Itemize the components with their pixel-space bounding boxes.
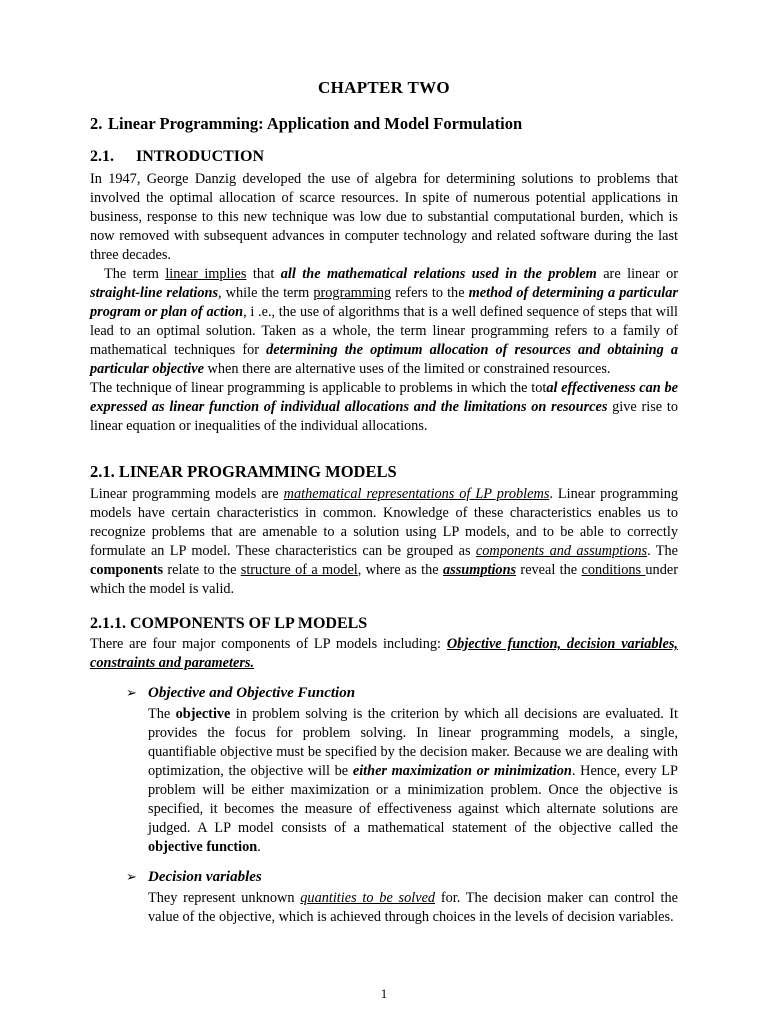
text-fragment-bold-italic: straight-line relations [90,285,219,301]
text-fragment: , while the term [218,285,314,301]
text-fragment-italic-underline: mathematical representations of LP problems [283,486,550,502]
bullet-title-text: Objective and Objective Function [148,685,356,701]
text-fragment: give rise to linear equation or inequalities of the individual allocations. [90,399,678,434]
section-1-paragraph-2 [90,265,678,379]
text-fragment-underline: linear implies [165,266,247,282]
section-1-paragraph-1: In 1947, George Danzig developed the use of algebra for determining solutions to problems that involved the optimal allocation of scarce resources. In spite of numerous potential applications in business, response to this new technique was low due to substantial computational burden, which is now removed with subsequent advances in computer technology and related software during the last three decades. [90,171,678,263]
bullet-decision-variables [126,869,678,927]
section-components-paragraph [90,635,678,673]
text-fragment-bold-italic: either maximization or minimization [352,763,572,779]
text-fragment: reveal the [516,562,582,578]
text-fragment: . The [647,543,678,559]
text-fragment: They represent unknown [148,890,301,906]
text-fragment: in problem solving is the criterion by which all decisions are evaluated. It provides the focus for problem solving. In linear programming models, a single, quantifiable objective must be specified by the decision maker. Because we are dealing with optimization, the objective will be [148,706,678,779]
bullet-objective-title [126,685,678,702]
text-fragment: . [257,839,261,855]
bullet-title-text: Decision variables [148,869,262,885]
bullet-objective-paragraph [148,705,678,857]
text-fragment: that [246,266,281,282]
text-fragment-bold-italic: method of determining a particular program or plan of action [90,285,678,320]
chapter-title: CHAPTER TWO [318,78,450,97]
text-fragment: are linear or [596,266,679,282]
text-fragment: under which the model is valid. [90,562,678,597]
text-fragment: , where as the [357,562,443,578]
bullet-decision-variables-paragraph [148,889,678,927]
text-fragment-underline: conditions [581,562,646,578]
text-fragment: The technique of linear programming is applicable to problems in which the tot [90,380,547,396]
arrow-bullet-icon: ➢ [126,685,137,700]
bullet-decision-variables-title [126,869,678,886]
text-fragment: . Hence, every LP problem will be either maximization or a minimization problem. Once the objective is specified, it becomes the measure of effectiveness against which alternate solutions are judged. A LP model consists of a mathematical statement of the objective called the [148,763,678,836]
section-1-title: INTRODUCTION [136,148,265,165]
text-fragment-underline: structure of a model [240,562,358,578]
arrow-bullet-icon: ➢ [126,869,137,884]
text-fragment: . Linear programming models have certain characteristics in common. Knowledge of these characteristics enables us to recognize problems that are amenable to a solution using LP models, and to be able to correctly formulate an LP model. These characteristics can be grouped as [90,486,678,559]
text-fragment: , i .e., the use of algorithms that is a well defined sequence of steps that will lead to an optimal solution. Taken as a whole, the term linear programming refers to a family of mathematical techniques for [90,304,678,358]
chapter-heading-number: 2. [90,114,103,133]
chapter-heading-text: Linear Programming: Application and Model Formulation [108,114,523,133]
section-1-number: 2.1. [90,148,114,165]
text-fragment: There are four major components of LP models including: [90,636,447,652]
section-1-paragraph-3 [90,379,678,436]
page-number: 1 [380,986,388,1001]
bullet-objective-body [148,705,678,857]
text-fragment-bold: components [90,562,164,578]
text-fragment-bold: objective [175,706,231,722]
text-fragment-bold-italic: al effectiveness can be expressed as linear function of individual allocations and the limitations on resources [90,380,678,415]
bullet-objective [126,685,678,857]
text-fragment-bold-italic: determining the optimum allocation of resources and obtaining a particular objective [90,342,678,377]
text-fragment: relate to the [163,562,241,578]
section-components-heading: 2.1.1. COMPONENTS OF LP MODELS [90,615,368,632]
text-fragment: Linear programming models are [90,486,284,502]
text-fragment: when there are alternative uses of the limited or constrained resources. [203,361,611,377]
text-fragment: The [148,706,176,722]
text-fragment-bold: objective function [148,839,258,855]
text-fragment-bold-italic-underline: Objective function, decision variables, constraints and parameters. [90,636,678,671]
text-fragment: The term [104,266,166,282]
text-fragment-bold-italic-underline: assumptions [442,562,517,578]
section-1-heading [90,148,678,166]
text-fragment-italic-underline: quantities to be solved [300,890,436,906]
section-models-heading: 2.1. LINEAR PROGRAMMING MODELS [90,462,397,481]
chapter-heading [90,114,678,134]
text-fragment: for. The decision maker can control the value of the objective, which is achieved through choices in the levels of decision variables. [148,890,678,925]
text-fragment-italic-underline: components and assumptions [475,543,648,559]
bullet-decision-variables-body [148,889,678,927]
text-fragment-bold-italic: all the mathematical relations used in the problem [280,266,597,282]
text-fragment-underline: programming [313,285,392,301]
text-fragment: refers to the [391,285,469,301]
section-models-paragraph [90,485,678,599]
